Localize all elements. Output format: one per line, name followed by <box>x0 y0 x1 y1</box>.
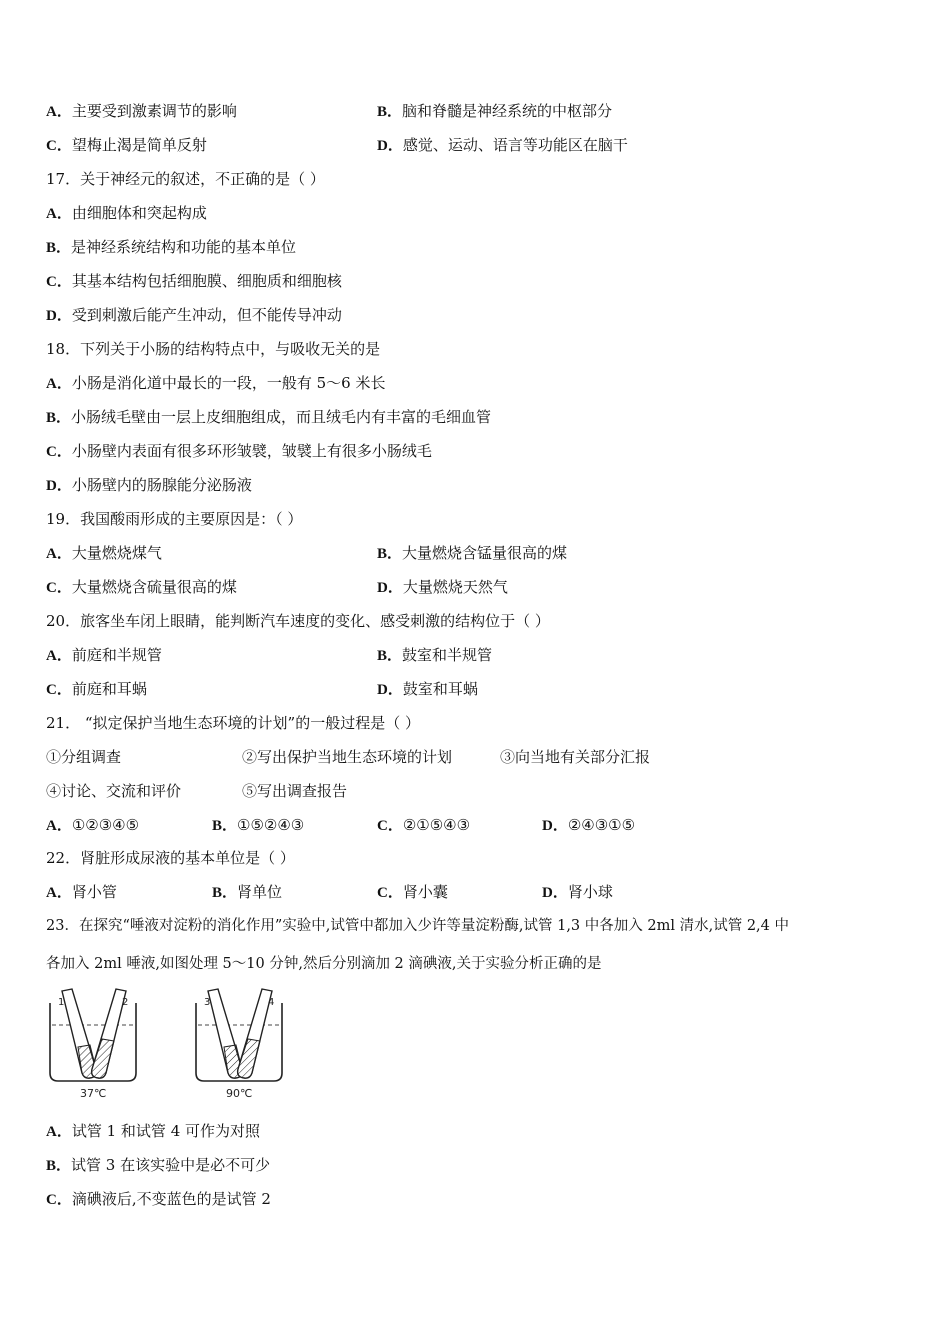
beaker-left <box>50 989 136 1100</box>
option-label: A． <box>46 1124 72 1140</box>
option-label: B． <box>377 546 403 562</box>
option-text: 脑和脊髓是神经系统的中枢部分 <box>402 102 613 120</box>
option-text: 肾小球 <box>567 883 613 901</box>
q20-option-d <box>377 679 478 700</box>
q18-option-d <box>46 475 252 496</box>
tube-1-label: 1 <box>58 997 65 1008</box>
option-label: A． <box>46 546 72 562</box>
option-label: B． <box>377 104 403 120</box>
q18-option-a <box>46 373 385 394</box>
q22-option-b <box>212 882 282 903</box>
option-text: 小肠壁内表面有很多环形皱襞，皱襞上有很多小肠绒毛 <box>71 442 432 460</box>
option-text: 肾小管 <box>71 883 117 901</box>
option-text: 小肠是消化道中最长的一段，一般有 5～6 米长 <box>71 374 386 392</box>
option-text: ②④③①⑤ <box>567 816 636 834</box>
q21-step-4: ④讨论、交流和评价 <box>46 782 182 800</box>
q23-option-a <box>46 1121 260 1142</box>
q20-option-a <box>46 645 162 666</box>
q23-option-c <box>46 1189 271 1210</box>
option-label: A． <box>46 818 72 834</box>
option-label: D． <box>377 138 403 154</box>
option-label: A． <box>46 885 72 901</box>
q20-option-c <box>46 679 147 700</box>
q21-step-5: ⑤写出调查报告 <box>242 782 348 800</box>
q21-step-2: ②写出保护当地生态环境的计划 <box>242 748 453 766</box>
option-label: D． <box>46 308 72 324</box>
option-label: C． <box>46 1192 72 1208</box>
q17-stem: 17．关于神经元的叙述，不正确的是（ ） <box>46 170 325 188</box>
option-text: 感觉、运动、语言等功能区在脑干 <box>402 136 628 154</box>
option-text: ①⑤②④③ <box>237 816 305 834</box>
option-text: 试管 3 在该实验中是必不可少 <box>71 1156 271 1174</box>
q21-stem: 21． “拟定保护当地生态环境的计划”的一般过程是（ ） <box>46 714 420 732</box>
option-text: 鼓室和半规管 <box>402 646 493 664</box>
beaker-right <box>196 989 282 1100</box>
option-label: D． <box>46 478 72 494</box>
option-label: B． <box>212 818 238 834</box>
q17-option-d <box>46 305 342 326</box>
q18-option-b <box>46 407 491 428</box>
option-label: D． <box>542 818 568 834</box>
q22-stem: 22．肾脏形成尿液的基本单位是（ ） <box>46 849 295 867</box>
q22-option-d <box>542 882 613 903</box>
option-text: 由细胞体和突起构成 <box>71 204 207 222</box>
temp-left-label: 37℃ <box>80 1087 107 1100</box>
option-text: 肾小囊 <box>402 883 448 901</box>
q23-option-b <box>46 1155 270 1176</box>
q23-stem-line-1: 23．在探究“唾液对淀粉的消化作用”实验中,试管中都加入少许等量淀粉酶,试管 1,3 中各加入 2ml 清水,试管 2,4 中 <box>46 918 789 934</box>
q19-option-c <box>46 577 237 598</box>
q19-option-b <box>377 543 567 564</box>
q16-option-a <box>46 101 237 122</box>
option-label: C． <box>46 444 72 460</box>
q18-stem: 18．下列关于小肠的结构特点中，与吸收无关的是 <box>46 340 381 358</box>
q19-option-d <box>377 577 508 598</box>
option-text: 大量燃烧含硫量很高的煤 <box>71 578 237 596</box>
option-text: ①②③④⑤ <box>71 816 140 834</box>
option-label: B． <box>377 648 403 664</box>
option-text: 大量燃烧天然气 <box>402 578 508 596</box>
option-label: C． <box>46 580 72 596</box>
q21-option-b <box>212 815 304 836</box>
option-label: D． <box>542 885 568 901</box>
option-label: C． <box>377 885 403 901</box>
q21-step-1: ①分组调查 <box>46 748 122 766</box>
option-text: 前庭和耳蜗 <box>71 680 147 698</box>
option-label: B． <box>46 410 72 426</box>
temp-right-label: 90℃ <box>226 1087 253 1100</box>
option-text: 主要受到激素调节的影响 <box>71 102 237 120</box>
q20-stem: 20．旅客坐车闭上眼睛，能判断汽车速度的变化、感受刺激的结构位于（ ） <box>46 612 550 630</box>
option-text: 试管 1 和试管 4 可作为对照 <box>71 1122 261 1140</box>
option-text: 受到刺激后能产生冲动，但不能传导冲动 <box>71 306 342 324</box>
option-label: A． <box>46 104 72 120</box>
q22-option-c <box>377 882 448 903</box>
option-text: ②①⑤④③ <box>402 816 471 834</box>
q17-option-c <box>46 271 342 292</box>
option-label: D． <box>377 580 403 596</box>
option-label: C． <box>46 138 72 154</box>
option-label: B． <box>46 1158 72 1174</box>
option-text: 鼓室和耳蜗 <box>402 680 478 698</box>
q18-option-c <box>46 441 432 462</box>
q23-stem-line-2: 各加入 2ml 唾液,如图处理 5～10 分钟,然后分别滴加 2 滴碘液,关于实验分析正确的是 <box>46 956 602 972</box>
option-label: C． <box>46 274 72 290</box>
option-text: 大量燃烧煤气 <box>71 544 162 562</box>
option-text: 小肠绒毛壁由一层上皮细胞组成，而且绒毛内有丰富的毛细血管 <box>71 408 492 426</box>
option-text: 是神经系统结构和功能的基本单位 <box>71 238 297 256</box>
test-tube-2 <box>92 989 129 1078</box>
option-label: B． <box>212 885 238 901</box>
q19-stem: 19．我国酸雨形成的主要原因是：（ ） <box>46 510 303 528</box>
option-text: 望梅止渴是简单反射 <box>71 136 207 154</box>
q23-figure <box>44 985 304 1105</box>
option-label: B． <box>46 240 72 256</box>
q21-step-3: ③向当地有关部分汇报 <box>500 748 651 766</box>
tube-3-label: 3 <box>204 997 211 1008</box>
q22-option-a <box>46 882 117 903</box>
q21-option-d <box>542 815 635 836</box>
q16-option-b <box>377 101 612 122</box>
test-tube-4 <box>238 989 275 1078</box>
option-text: 前庭和半规管 <box>71 646 162 664</box>
option-label: A． <box>46 648 72 664</box>
option-label: C． <box>377 818 403 834</box>
option-text: 大量燃烧含锰量很高的煤 <box>402 544 568 562</box>
tube-4-label: 4 <box>268 997 275 1008</box>
q17-option-a <box>46 203 207 224</box>
test-tube-3 <box>208 989 242 1078</box>
tube-2-label: 2 <box>122 997 129 1008</box>
option-label: A． <box>46 376 72 392</box>
q19-option-a <box>46 543 162 564</box>
test-tube-1 <box>62 989 96 1078</box>
q21-option-c <box>377 815 470 836</box>
option-text: 其基本结构包括细胞膜、细胞质和细胞核 <box>71 272 342 290</box>
option-label: A． <box>46 206 72 222</box>
q16-option-c <box>46 135 207 156</box>
q16-option-d <box>377 135 628 156</box>
option-label: C． <box>46 682 72 698</box>
option-text: 肾单位 <box>237 883 283 901</box>
q17-option-b <box>46 237 296 258</box>
q21-option-a <box>46 815 139 836</box>
option-text: 小肠壁内的肠腺能分泌肠液 <box>71 476 252 494</box>
beaker-diagram <box>44 985 304 1105</box>
option-text: 滴碘液后,不变蓝色的是试管 2 <box>71 1190 271 1208</box>
q20-option-b <box>377 645 492 666</box>
option-label: D． <box>377 682 403 698</box>
